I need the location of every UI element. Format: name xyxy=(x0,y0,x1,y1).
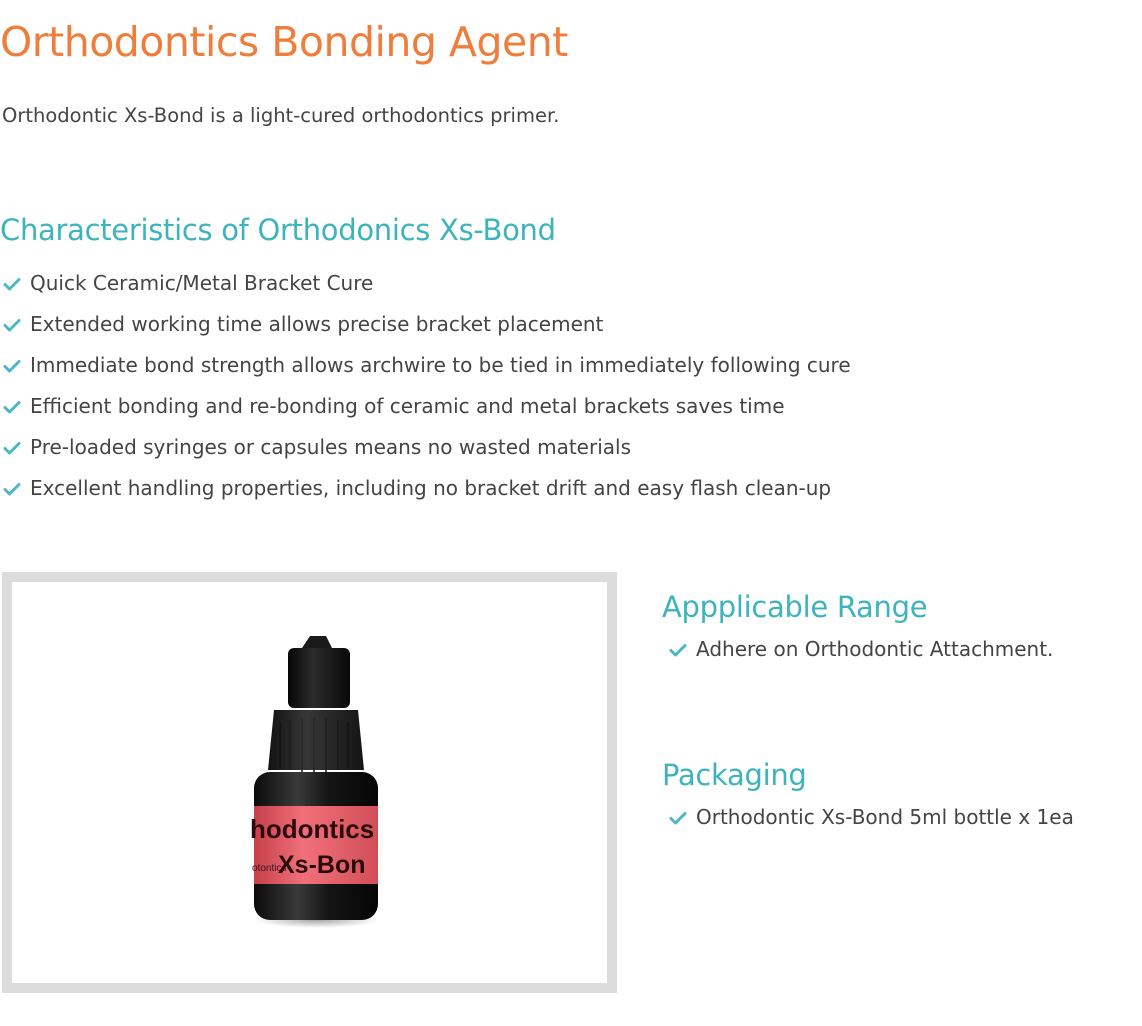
page-title: Orthodontics Bonding Agent xyxy=(0,18,568,66)
bottle-image xyxy=(12,582,607,983)
intro-text: Orthodontic Xs-Bond is a light-cured orthodontics primer. xyxy=(2,104,560,127)
bottle-cap-top xyxy=(288,648,350,708)
list-item-text: Immediate bond strength allows archwire to be tied in immediately following cure xyxy=(30,353,851,377)
check-icon xyxy=(3,359,21,373)
bottle-cap-skirt xyxy=(268,710,364,770)
characteristics-list xyxy=(0,268,851,514)
list-item-text: Extended working time allows precise bracket placement xyxy=(30,312,604,336)
check-icon xyxy=(3,277,21,291)
list-item xyxy=(0,350,851,391)
list-item-text: Adhere on Orthodontic Attachment. xyxy=(696,637,1054,661)
characteristics-heading: Characteristics of Orthodonics Xs-Bond xyxy=(0,213,556,247)
list-item xyxy=(0,391,851,432)
check-icon xyxy=(3,441,21,455)
details-column xyxy=(662,590,1132,843)
product-photo-frame xyxy=(2,572,617,993)
list-item-text: Pre-loaded syringes or capsules means no wasted materials xyxy=(30,435,631,459)
check-icon xyxy=(3,400,21,414)
check-icon xyxy=(669,811,687,825)
applicable-range-list xyxy=(662,634,1132,675)
list-item-text: Quick Ceramic/Metal Bracket Cure xyxy=(30,271,374,295)
list-item-text: Orthodontic Xs-Bond 5ml bottle x 1ea xyxy=(696,805,1074,829)
check-icon xyxy=(3,318,21,332)
packaging-list xyxy=(662,802,1132,843)
check-icon xyxy=(3,482,21,496)
packaging-heading: Packaging xyxy=(662,758,807,792)
list-item-text: Efficient bonding and re-bonding of ceramic and metal brackets saves time xyxy=(30,394,785,418)
list-item xyxy=(0,268,851,309)
applicable-range-heading: Appplicable Range xyxy=(662,590,928,624)
label-line1: hodontics xyxy=(250,814,375,844)
list-item xyxy=(662,802,1132,843)
bottle-nozzle xyxy=(302,636,332,648)
product-photo xyxy=(12,582,607,983)
check-icon xyxy=(669,643,687,657)
label-small: otontics xyxy=(252,863,287,874)
list-item xyxy=(0,432,851,473)
label-line2: Xs-Bon xyxy=(278,851,366,879)
list-item-text: Excellent handling properties, including no bracket drift and easy flash clean-up xyxy=(30,476,832,500)
list-item xyxy=(0,309,851,350)
list-item xyxy=(0,473,851,514)
list-item xyxy=(662,634,1132,675)
